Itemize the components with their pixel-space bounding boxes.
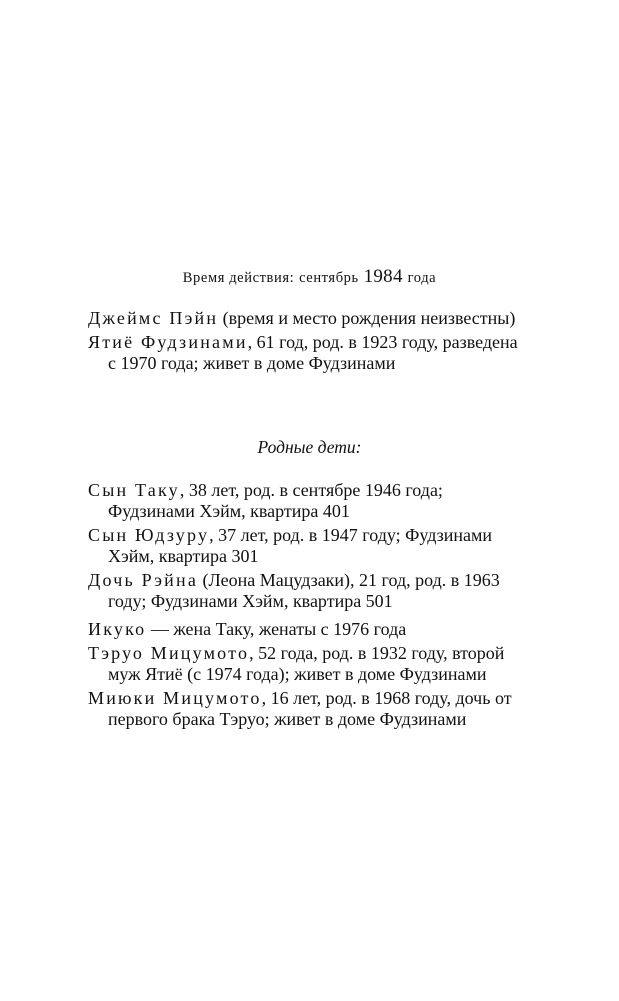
children-heading: Родные дети:: [257, 437, 362, 457]
list-item: [88, 570, 528, 612]
list-item: [88, 308, 528, 329]
character-name: Сын Таку: [88, 480, 180, 500]
character-detail: , 16 лет, род. в 1968 году, дочь от первого брака Тэруо; живет в доме Фудзинами: [108, 688, 512, 729]
main-characters-list: [88, 308, 528, 377]
other-characters-list: [88, 619, 528, 733]
setting-heading: [0, 266, 619, 289]
heading-year: 1984: [363, 266, 403, 287]
heading-month: сентябрь: [299, 270, 359, 286]
children-list: [88, 480, 528, 615]
list-item: [88, 643, 528, 685]
character-detail: — жена Таку, женаты с 1976 года: [146, 619, 407, 639]
character-name: Дочь Рэйна: [88, 570, 199, 590]
character-detail: , 38 лет, род. в сентябре 1946 года; Фудзинами Хэйм, квартира 401: [108, 480, 443, 521]
list-item: [88, 525, 528, 567]
character-name: Икуко: [88, 619, 147, 639]
character-detail: , 61 год, род. в 1923 году, разведена с 1970 года; живет в доме Фудзинами: [108, 332, 518, 373]
character-detail: , 52 года, род. в 1932 году, второй муж Ятиё (с 1974 года); живет в доме Фудзинами: [108, 643, 505, 684]
character-detail: , 37 лет, род. в 1947 году; Фудзинами Хэйм, квартира 301: [108, 525, 492, 566]
character-name: Миюки Мицумото: [88, 688, 262, 708]
character-detail: (Леона Мацудзаки), 21 год, род. в 1963 году; Фудзинами Хэйм, квартира 501: [108, 570, 500, 611]
character-name: Ятиё Фудзинами: [88, 332, 248, 352]
list-item: [88, 480, 528, 522]
heading-suffix: года: [407, 270, 437, 286]
list-item: [88, 619, 528, 640]
character-name: Сын Юдзуру: [88, 525, 210, 545]
list-item: [88, 332, 528, 374]
character-detail: (время и место рождения неизвестны): [218, 308, 516, 328]
character-name: Джеймс Пэйн: [88, 308, 219, 328]
list-item: [88, 688, 528, 730]
character-name: Тэруо Мицумото: [88, 643, 250, 663]
heading-label: Время действия:: [182, 270, 295, 286]
